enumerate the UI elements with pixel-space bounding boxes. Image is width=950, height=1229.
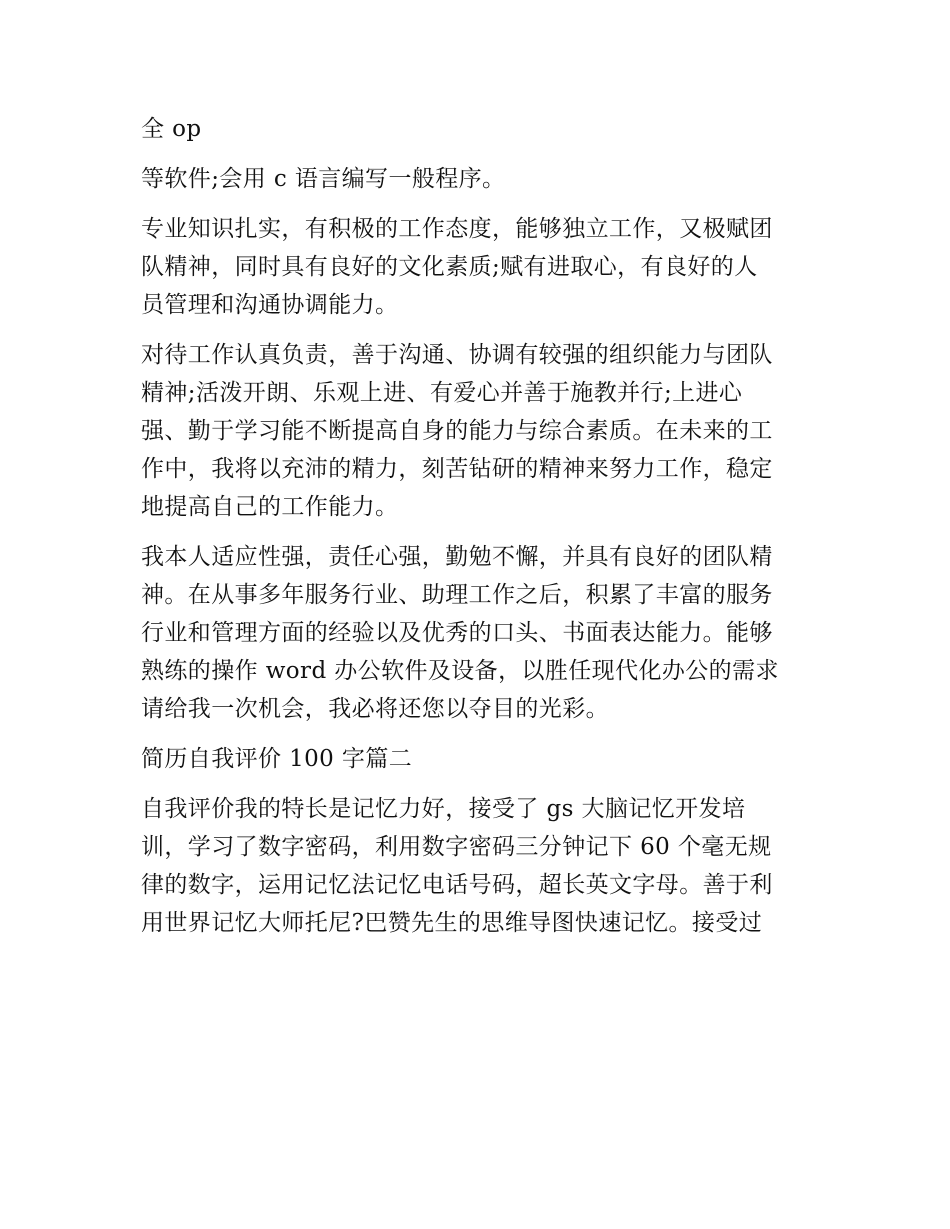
text-line: 专业知识扎实，有积极的工作态度，能够独立工作，又极赋团	[141, 216, 773, 242]
text-line: 律的数字，运用记忆法记忆电话号码，超长英文字母。善于利	[141, 872, 773, 898]
document-body	[141, 110, 821, 942]
text-line: 等软件;会用 c 语言编写一般程序。	[141, 166, 506, 192]
text-line: 训，学习了数字密码，利用数字密码三分钟记下 60 个毫无规	[141, 834, 772, 860]
text-line: 员管理和沟通协调能力。	[141, 292, 399, 318]
text-line: 地提高自己的工作能力。	[141, 494, 399, 520]
text-line: 自我评价我的特长是记忆力好，接受了 gs 大脑记忆开发培	[141, 796, 746, 822]
text-line: 熟练的操作 word 办公软件及设备，以胜任现代化办公的需求	[141, 658, 779, 684]
text-line: 队精神，同时具有良好的文化素质;赋有进取心，有良好的人	[141, 254, 758, 280]
text-line: 神。在从事多年服务行业、助理工作之后，积累了丰富的服务	[141, 582, 773, 608]
text-line: 强、勤于学习能不断提高自身的能力与综合素质。在未来的工	[141, 418, 773, 444]
section-heading: 简历自我评价 100 字篇二	[141, 746, 413, 772]
text-line: 行业和管理方面的经验以及优秀的口头、书面表达能力。能够	[141, 620, 773, 646]
text-line: 作中，我将以充沛的精力，刻苦钻研的精神来努力工作，稳定	[141, 456, 773, 482]
text-line: 全 op	[141, 116, 202, 142]
text-line: 请给我一次机会，我必将还您以夺目的光彩。	[141, 696, 609, 722]
text-line: 对待工作认真负责，善于沟通、协调有较强的组织能力与团队	[141, 342, 773, 368]
text-line: 精神;活泼开朗、乐观上进、有爱心并善于施教并行;上进心	[141, 380, 743, 406]
text-line: 用世界记忆大师托尼?巴赞先生的思维导图快速记忆。接受过	[141, 910, 763, 936]
text-line: 我本人适应性强，责任心强，勤勉不懈，并具有良好的团队精	[141, 544, 773, 570]
